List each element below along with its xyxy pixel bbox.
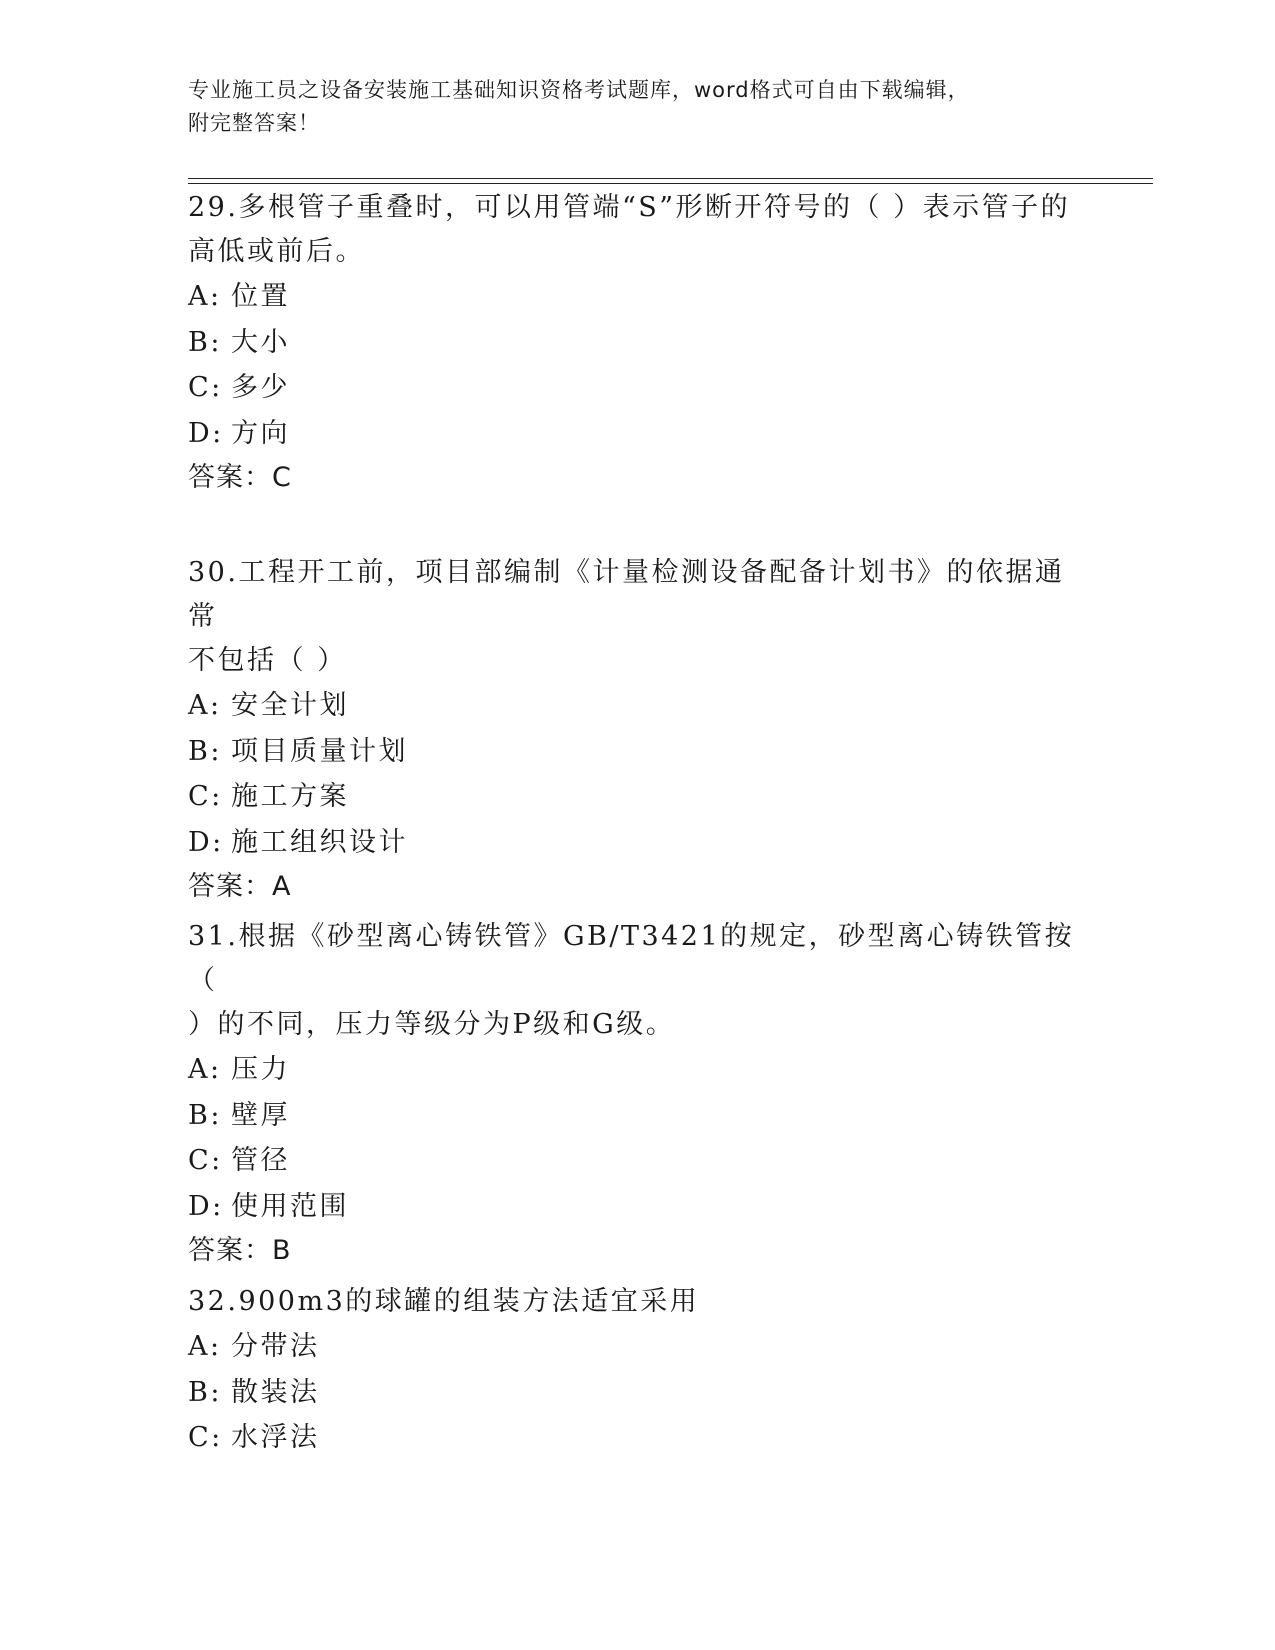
option-text: 施工方案: [231, 781, 349, 812]
option-label: B:: [188, 1099, 222, 1131]
option-text: 位置: [231, 281, 290, 312]
option-b: [188, 320, 1088, 366]
question-stem-line-2: ）的不同，压力等级分为P级和G级。: [188, 1009, 676, 1040]
option-d: [188, 411, 1088, 457]
option-label: A:: [188, 1331, 222, 1362]
option-label: B:: [188, 735, 222, 767]
option-b: [188, 1370, 1088, 1416]
option-a: [188, 1324, 1088, 1370]
question-stem-line-1: 29.多根管子重叠时，可以用管端“S”形断开符号的（ ）表示管子的: [188, 192, 1071, 223]
option-label: C:: [188, 1422, 223, 1453]
option-text: 分带法: [231, 1331, 320, 1362]
question-29: [188, 186, 1088, 500]
option-text: 壁厚: [231, 1099, 290, 1131]
option-label: C:: [188, 372, 223, 403]
question-31: [188, 915, 1088, 1273]
question-stem: [188, 186, 1088, 274]
question-stem-line-1: 31.根据《砂型离心铸铁管》GB/T3421的规定，砂型离心铸铁管按（: [188, 921, 1075, 996]
option-text: 方向: [231, 417, 290, 449]
option-c: [188, 365, 1088, 411]
option-d: [188, 1184, 1088, 1230]
option-a: [188, 274, 1088, 320]
option-label: D:: [188, 826, 224, 858]
option-label: B:: [188, 326, 222, 358]
option-text: 施工组织设计: [231, 826, 408, 858]
option-b: [188, 1093, 1088, 1139]
option-b: [188, 729, 1088, 775]
option-text: 多少: [231, 372, 290, 403]
option-text: 压力: [231, 1054, 290, 1085]
option-c: [188, 774, 1088, 820]
answer-line: 答案：A: [188, 871, 292, 902]
answer-line: 答案：C: [188, 462, 292, 493]
header-divider-bottom: [188, 183, 1153, 184]
option-label: C:: [188, 1145, 223, 1176]
option-c: [188, 1415, 1088, 1461]
option-text: 大小: [231, 326, 290, 358]
header-divider-top: [188, 178, 1153, 179]
question-32: [188, 1280, 1088, 1461]
question-stem: [188, 551, 1088, 683]
option-label: D:: [188, 417, 224, 449]
question-stem: [188, 915, 1088, 1047]
option-text: 散装法: [231, 1376, 320, 1408]
option-label: A:: [188, 690, 222, 721]
option-text: 管径: [231, 1145, 290, 1176]
question-stem-line-1: 30.工程开工前，项目部编制《计量检测设备配备计划书》的依据通常: [188, 557, 1065, 632]
option-label: A:: [188, 1054, 222, 1085]
question-stem-line-2: 不包括（ ）: [188, 645, 347, 676]
option-text: 安全计划: [231, 690, 349, 721]
option-label: B:: [188, 1376, 222, 1408]
option-label: C:: [188, 781, 223, 812]
question-30: [188, 551, 1088, 909]
document-header: [188, 74, 1088, 140]
header-line-2: 附完整答案！: [188, 111, 320, 135]
option-text: 项目质量计划: [231, 735, 408, 767]
option-c: [188, 1138, 1088, 1184]
option-a: [188, 1047, 1088, 1093]
header-line-1: 专业施工员之设备安装施工基础知识资格考试题库，word格式可自由下载编辑，: [188, 78, 970, 102]
option-label: A:: [188, 281, 222, 312]
question-stem-line-2: 高低或前后。: [188, 236, 365, 267]
question-stem: [188, 1280, 1088, 1324]
option-d: [188, 820, 1088, 866]
answer-line: 答案：B: [188, 1235, 292, 1266]
option-text: 使用范围: [231, 1190, 349, 1222]
option-label: D:: [188, 1190, 224, 1222]
option-text: 水浮法: [231, 1422, 320, 1453]
option-a: [188, 683, 1088, 729]
question-stem-line-1: 32.900m3的球罐的组装方法适宜采用: [188, 1286, 700, 1317]
